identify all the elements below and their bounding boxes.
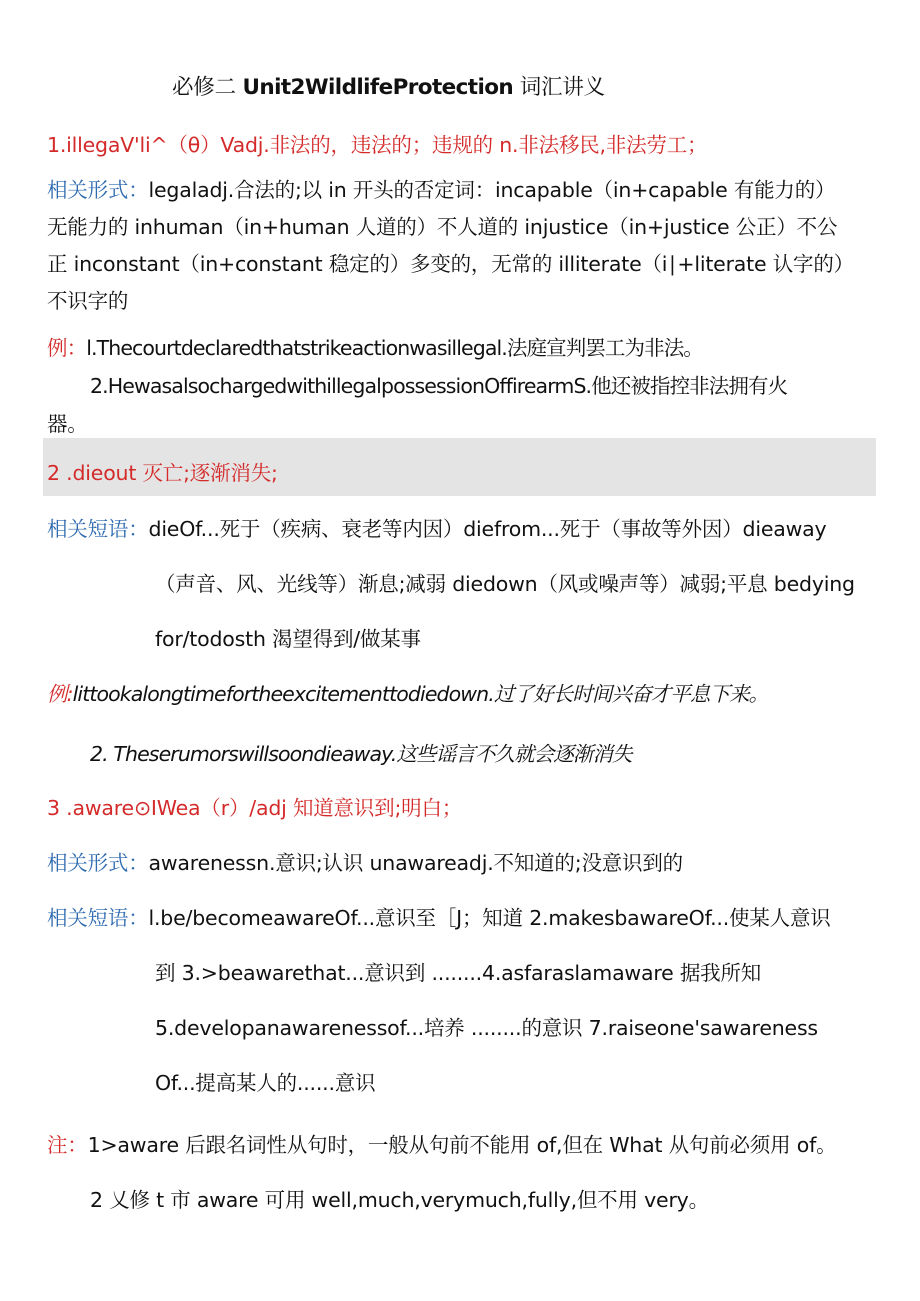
section-2-heading: 2 .dieout 灭亡;逐渐消失; xyxy=(47,461,278,485)
related-phrases-line: 相关短语：l.be/becomeawareOf...意识至［J；知道 2.makesbawareOf...使某人意识 xyxy=(47,906,831,930)
related-forms-line: 相关形式：legaladj.合法的;以 in 开头的否定词：incapable（in+capable 有能力的） xyxy=(47,178,836,202)
example-line: 2.HewasalsochargedwithillegalpossessionOffirearmS.他还被指控非法拥有火 xyxy=(90,374,788,398)
related-phrases-line: 相关短语：dieOf...死于（疾病、衰老等内因）diefrom...死于（事故等外因）dieaway xyxy=(47,517,827,541)
related-forms-line: 相关形式：awarenessn.意识;认识 unawareadj.不知道的;没意识到的 xyxy=(47,851,683,875)
page-title: 必修二 Unit2WildlifeProtection 词汇讲义 xyxy=(172,75,605,100)
example-line: 例：l.Thecourtdeclaredthatstrikeactionwasillegal.法庭宣判罢工为非法。 xyxy=(47,336,703,360)
related-phrases-line: for/todosth 渴望得到/做某事 xyxy=(155,627,421,651)
related-phrases-line: （声音、风、光线等）渐息;减弱 diedown（风或噪声等）减弱;平息 bedying xyxy=(155,572,855,596)
example-line: 2. Theserumorswillsoondieaway.这些谣言不久就会逐渐消失 xyxy=(90,742,632,766)
related-forms-line: 正 inconstant（in+constant 稳定的）多变的，无常的 illiterate（i∣+literate 认字的） xyxy=(47,252,854,276)
example-label: 例: xyxy=(47,682,73,706)
section-3-heading: 3 .aware⊙IWea（r）/adj 知道意识到;明白； xyxy=(47,796,463,820)
related-phrases-label: 相关短语： xyxy=(47,906,149,930)
related-phrases-line: Of...提高某人的......意识 xyxy=(155,1071,376,1095)
related-phrases-label: 相关短语： xyxy=(47,517,149,541)
note-line: 2 乂修 t 市 aware 可用 well,much,verymuch,fully,但不用 very。 xyxy=(90,1188,709,1212)
note-label: 注： xyxy=(47,1133,88,1157)
related-forms-line: 不识字的 xyxy=(47,289,129,313)
example-label: 例： xyxy=(47,336,87,360)
related-forms-line: 无能力的 inhuman（in+human 人道的）不人道的 injustice（in+justice 公正）不公 xyxy=(47,215,838,239)
example-line: 例:littookalongtimefortheexcitementtodiedown.过了好长时间兴奋才平息下来。 xyxy=(47,682,769,706)
note-line: 注：1>aware 后跟名词性从句时，一般从句前不能用 of,但在 What 从句前必须用 of。 xyxy=(47,1133,837,1157)
related-forms-label: 相关形式： xyxy=(47,851,149,875)
example-line: 器。 xyxy=(47,412,88,436)
related-phrases-line: 5.developanawarenessof...培养 ........的意识 7.raiseone'sawareness xyxy=(155,1016,818,1040)
related-forms-label: 相关形式： xyxy=(47,178,149,202)
section-1-heading: 1.illegaV'li^（θ）Vadj.非法的，违法的；违规的 n.非法移民,非法劳工； xyxy=(47,133,708,157)
related-phrases-line: 到 3.>beawarethat...意识到 ........4.asfaraslamaware 据我所知 xyxy=(155,961,762,985)
